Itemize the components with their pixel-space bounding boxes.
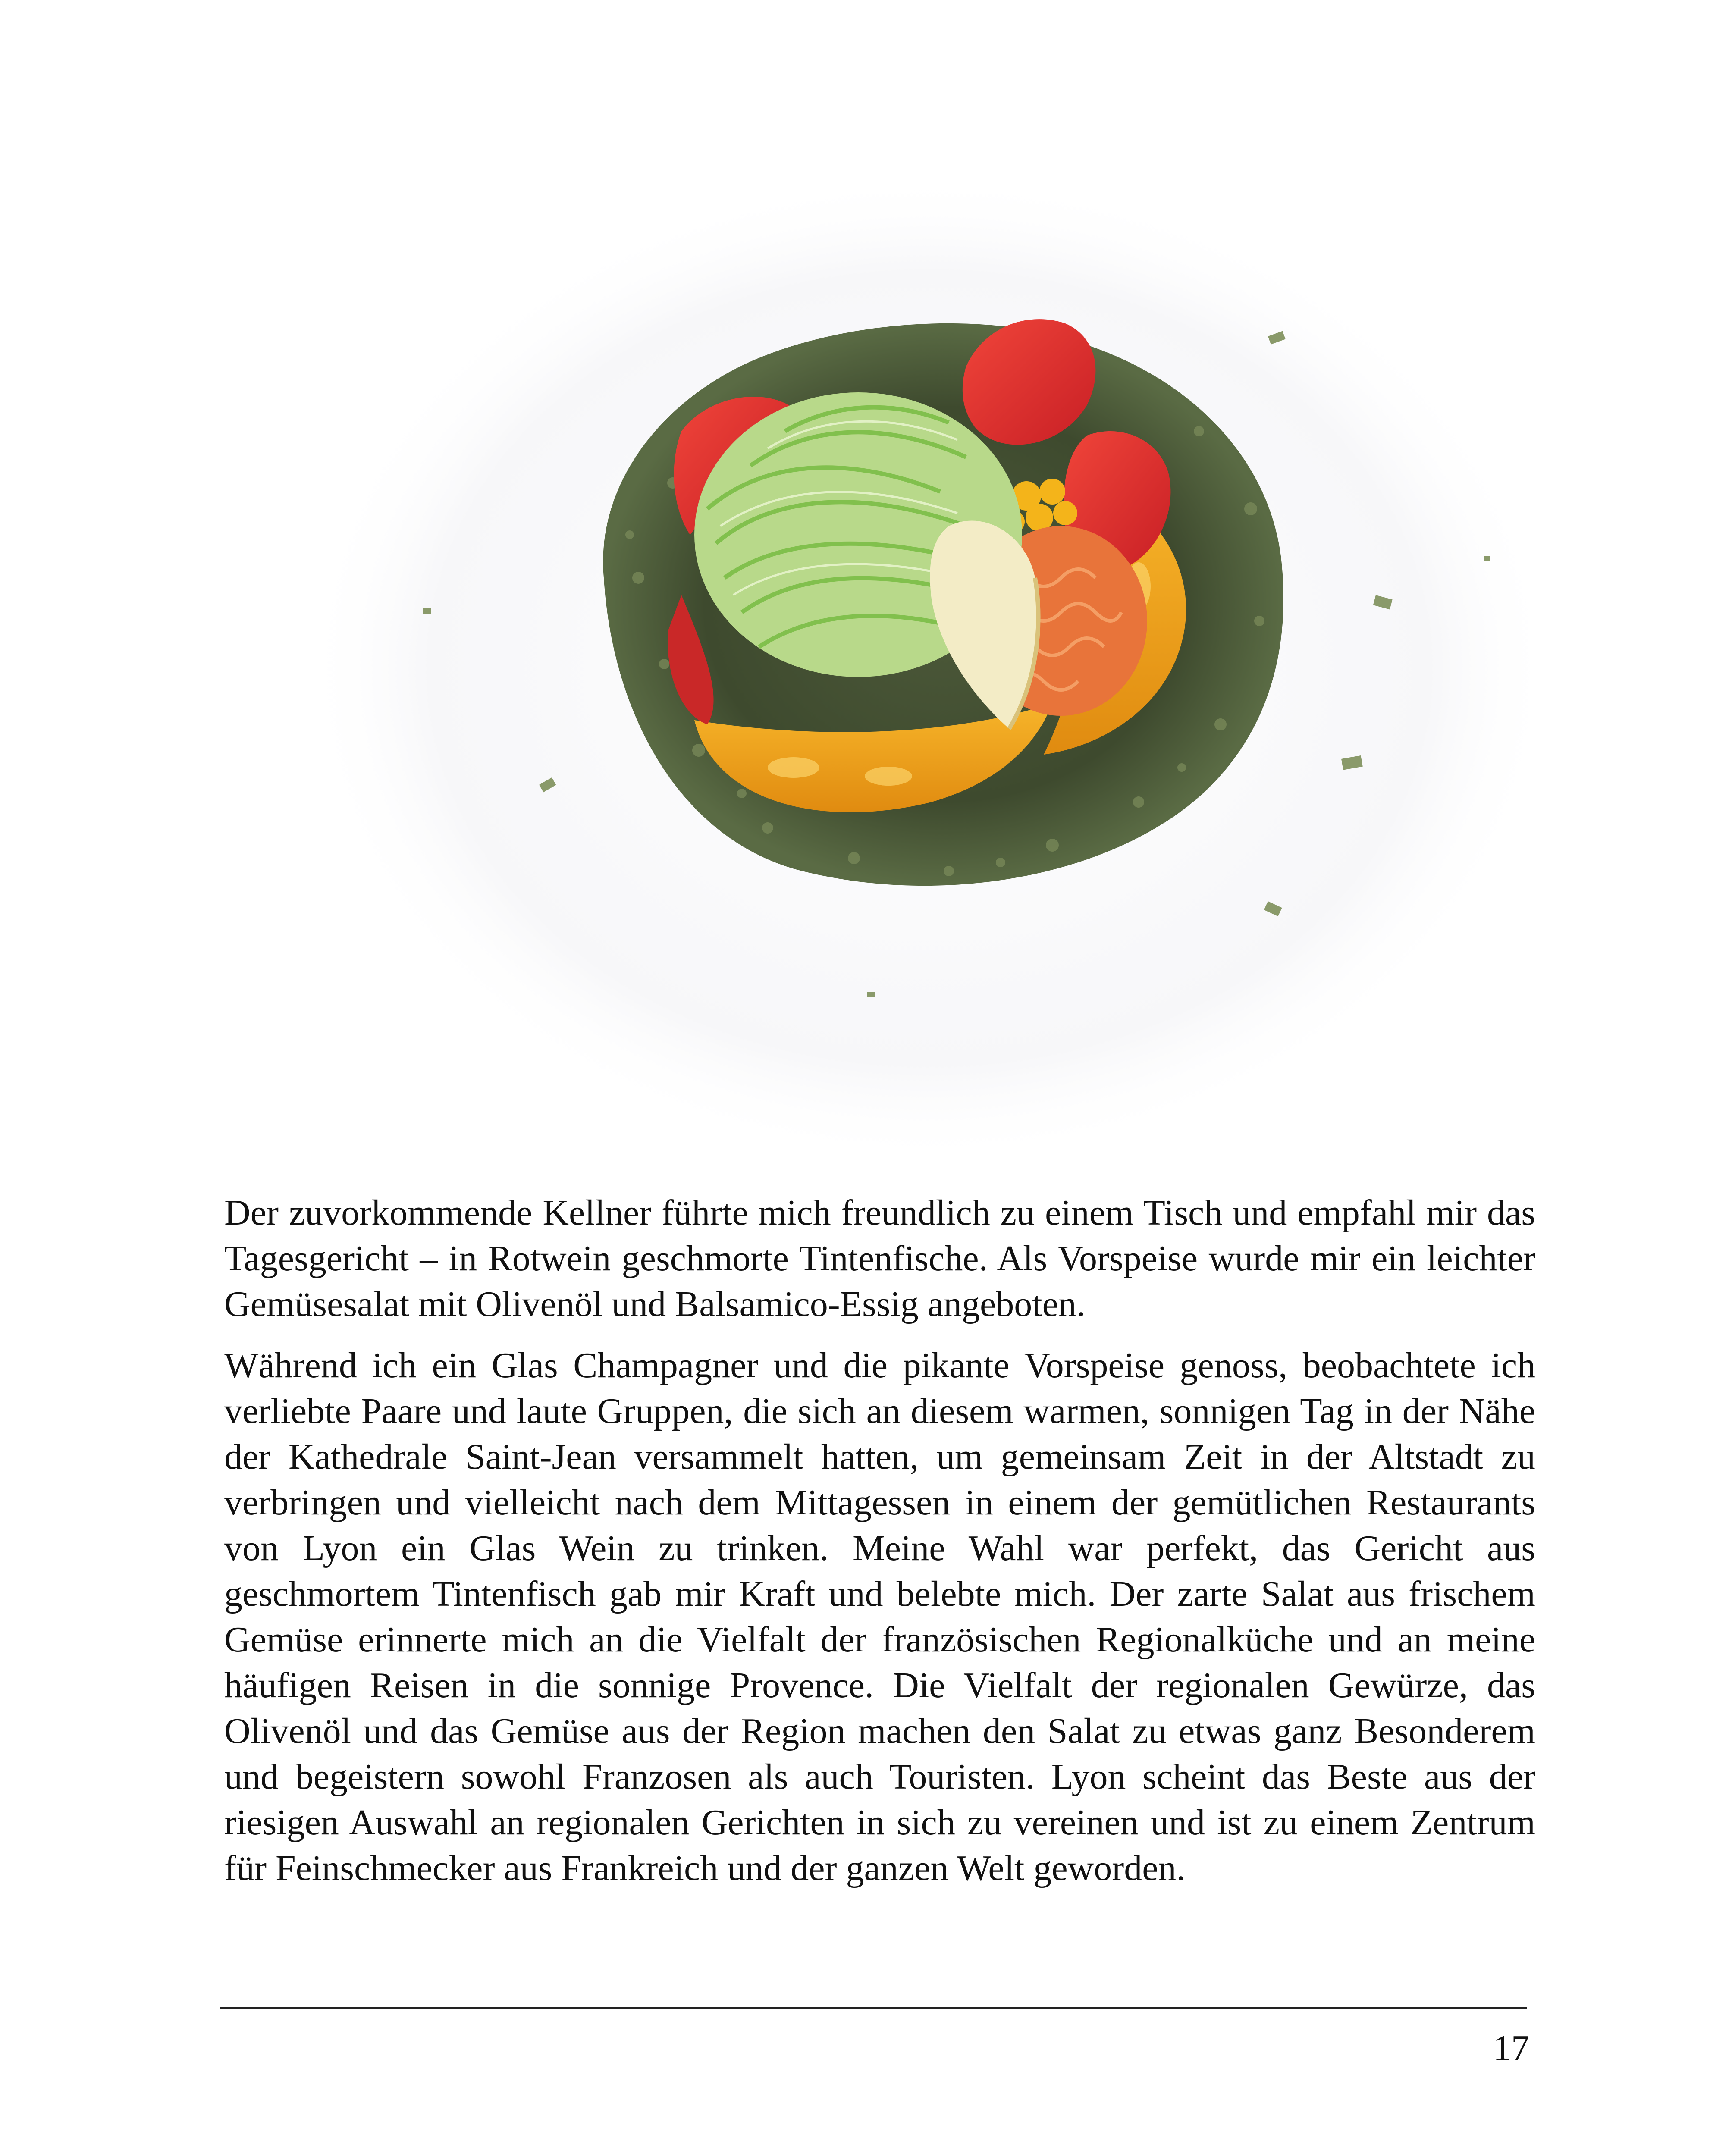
paragraph-2: Während ich ein Glas Champagner und die pikante Vorspeise genoss, beobachtete ich verliebte Paare und laute Gruppen, die sich an diesem warmen, sonnigen Tag in der Nähe der Kathedrale Saint-Jean versammelt hatten, um gemeinsam Zeit in der Altstadt zu verbringen und vielleicht nach dem Mittagessen in einem der gemütlichen Restaurants von Lyon ein Glas Wein zu trinken. Meine Wahl war perfekt, das Gericht aus geschmortem Tintenfisch gab mir Kraft und belebte mich. Der zarte Salat aus frischem Gemüse erinnerte mich an die Vielfalt der französischen Regionalküche und an meine häufigen Reisen in die sonnige Provence. Die Vielfalt der regionalen Gewürze, das Olivenöl und das Gemüse aus der Region machen den Salat zu etwas ganz Besonderem und begeistern sowohl Franzosen als auch Touristen. Lyon scheint das Beste aus der riesigen Auswahl an regionalen Gerichten in sich zu vereinen und ist zu einem Zentrum für Feinschmecker aus Frankreich und der ganzen Welt geworden.: [224, 1345, 1535, 1888]
body-text: [224, 1190, 1535, 1907]
salad-photo: [293, 155, 1566, 1181]
footer-divider: [220, 2007, 1527, 2009]
salad-illustration: [293, 155, 1566, 1181]
page-number: 17: [1493, 2028, 1529, 2068]
paragraph-1: Der zuvorkommende Kellner führte mich freundlich zu einem Tisch und empfahl mir das Tagesgericht – in Rotwein geschmorte Tintenfische. Als Vorspeise wurde mir ein leichter Gemüsesalat mit Olivenöl und Balsamico-Essig angeboten.: [224, 1193, 1535, 1324]
